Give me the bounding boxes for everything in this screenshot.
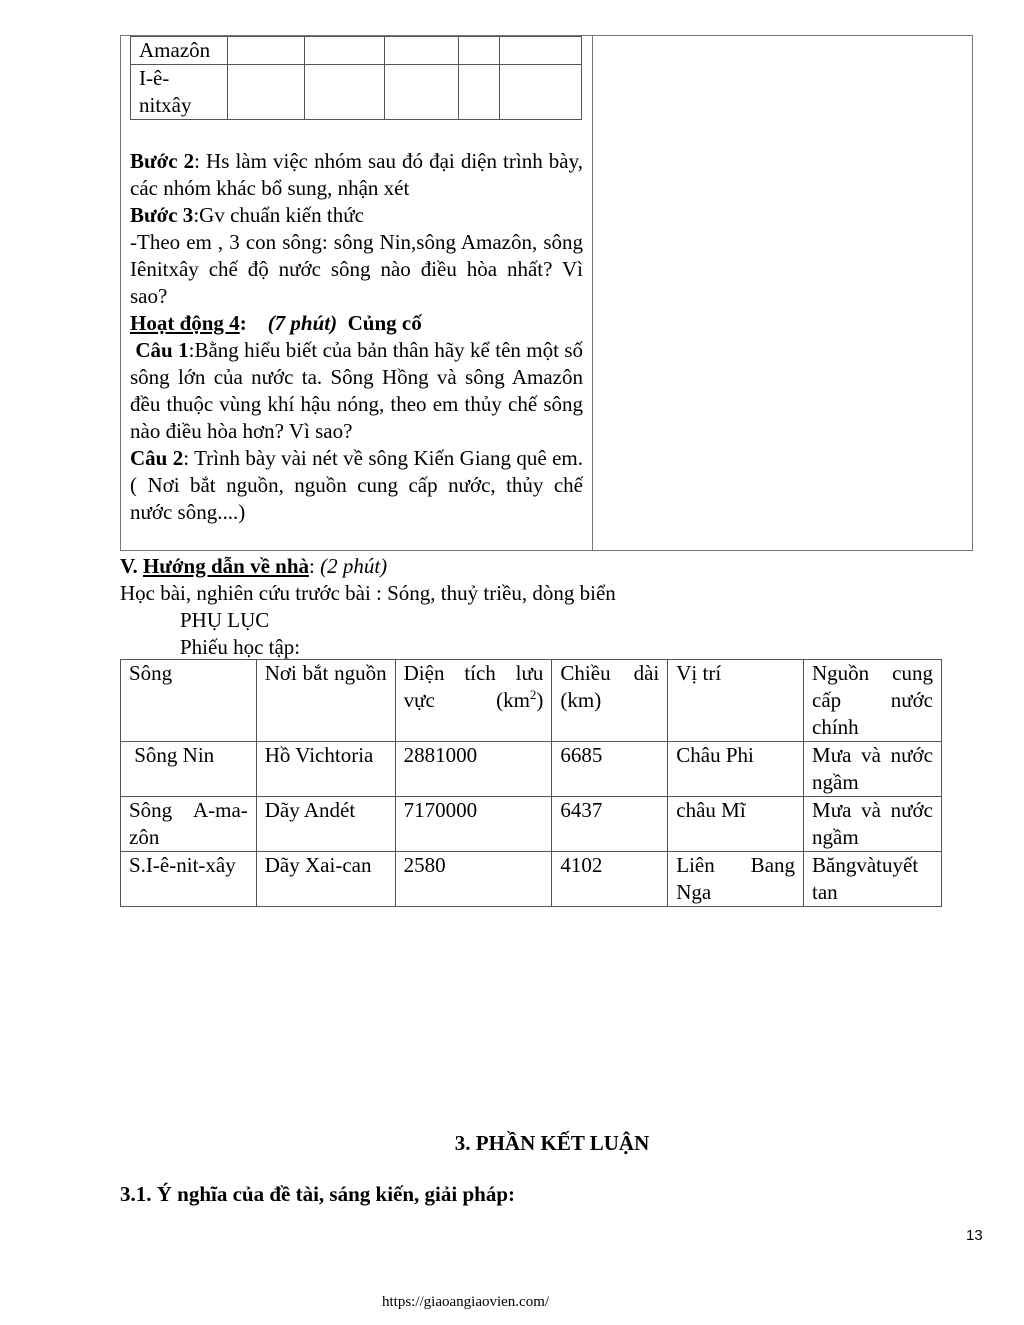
table-cell: 7170000 (395, 797, 552, 852)
homework-section (120, 553, 980, 661)
table-cell (121, 742, 257, 797)
question-2-label: Câu 2 (130, 446, 184, 470)
header-cell: Nguồn cung cấp nước chính (804, 660, 942, 742)
table-cell: Dãy Xai-can (256, 852, 395, 907)
table-cell: Liên Bang Nga (668, 852, 804, 907)
homework-text: Học bài, nghiên cứu trước bài : Sóng, thuỷ triều, dòng biển (120, 581, 616, 605)
header-cell: Nơi bắt nguồn (256, 660, 395, 742)
lesson-steps (130, 148, 583, 526)
header-cell: Sông (121, 660, 257, 742)
step-2-label: Bước 2 (130, 149, 195, 173)
table-cell (305, 37, 385, 65)
footer-link[interactable]: https://giaoangiaovien.com/ (382, 1294, 550, 1310)
section-title: Hướng dẫn về nhà (142, 554, 309, 578)
table-cell (385, 65, 459, 120)
table-cell: Mưa và nước ngầm (804, 797, 942, 852)
header-cell: Vị trí (668, 660, 804, 742)
section-v-heading (120, 553, 980, 580)
table-cell: 2580 (395, 852, 552, 907)
table-cell: 2881000 (395, 742, 552, 797)
table-cell: Amazôn (131, 37, 228, 65)
table-row (121, 852, 942, 907)
table-cell: châu Mĩ (668, 797, 804, 852)
table-row (121, 742, 942, 797)
section-time: (2 phút) (320, 554, 388, 578)
worksheet-table (120, 659, 942, 907)
table-cell (459, 65, 500, 120)
question-1-label: Câu 1 (135, 338, 189, 362)
table-cell: S.I-ê-nit-xây (121, 852, 257, 907)
superscript: 2 (529, 687, 537, 702)
step-2-text: : Hs làm việc nhóm sau đó đại diện trình bày, các nhóm khác bổ sung, nhận xét (130, 149, 583, 200)
table-cell: 6437 (552, 797, 668, 852)
activity-4-label: Hoạt động 4 (130, 311, 240, 335)
question-1 (130, 337, 583, 445)
table-cell (459, 37, 500, 65)
table-row (131, 65, 582, 120)
header-text: Diện tích lưu vực (km (403, 661, 544, 712)
table-cell (228, 65, 305, 120)
header-text: ) (536, 688, 544, 712)
appendix-title: PHỤ LỤC (180, 608, 270, 632)
header-cell (395, 660, 552, 742)
cell-text: Sông Nin (134, 743, 215, 767)
header-cell: Chiều dài (km) (552, 660, 668, 742)
table-cell (385, 37, 459, 65)
activity-4-heading (130, 310, 583, 337)
step-3-text: :Gv chuẩn kiến thức (193, 203, 364, 227)
table-cell: 6685 (552, 742, 668, 797)
step-2 (130, 148, 583, 202)
section-number: V. (120, 554, 138, 578)
table-row (121, 797, 942, 852)
conclusion-subtitle: 3.1. Ý nghĩa của đề tài, sáng kiến, giải pháp: (120, 1182, 516, 1206)
table-cell: Sông A-ma-zôn (121, 797, 257, 852)
question-2-text: : Trình bày vài nét về sông Kiến Giang quê em.( Nơi bắt nguồn, nguồn cung cấp nước, thủy chế nước sông....) (130, 446, 583, 524)
table-cell: I-ê-nitxây (131, 65, 228, 120)
activity-4-colon: : (239, 311, 247, 335)
table-cell: Dãy Andét (256, 797, 395, 852)
table-cell (500, 37, 582, 65)
table-row (131, 37, 582, 65)
discussion-question: -Theo em , 3 con sông: sông Nin,sông Amazôn, sông Iênitxây chế độ nước sông nào điều hòa nhất? Vì sao? (130, 230, 583, 308)
table-header-row (121, 660, 942, 742)
column-divider (592, 35, 593, 551)
worksheet-title: Phiếu học tập: (180, 635, 301, 659)
table-cell (305, 65, 385, 120)
conclusion-title: 3. PHẦN KẾT LUẬN (454, 1131, 650, 1155)
section-colon: : (309, 554, 315, 578)
table-cell: Băngvàtuyết tan (804, 852, 942, 907)
table-cell (228, 37, 305, 65)
table-cell: Mưa và nước ngầm (804, 742, 942, 797)
step-3-label: Bước 3 (130, 203, 194, 227)
table-cell (500, 65, 582, 120)
river-mini-table (130, 36, 582, 120)
table-cell: Châu Phi (668, 742, 804, 797)
activity-4-title: Củng cố (347, 311, 422, 335)
table-cell: 4102 (552, 852, 668, 907)
question-2 (130, 445, 583, 526)
step-3 (130, 202, 583, 229)
table-cell: Hồ Vichtoria (256, 742, 395, 797)
page-number: 13 (966, 1227, 983, 1244)
activity-4-time: (7 phút) (267, 311, 338, 335)
question-1-text: :Bằng hiểu biết của bản thân hãy kể tên một số sông lớn của nước ta. Sông Hồng và sông Amazôn đều thuộc vùng khí hậu nóng, theo em thủy chế sông nào điều hòa hơn? Vì sao? (130, 338, 583, 443)
